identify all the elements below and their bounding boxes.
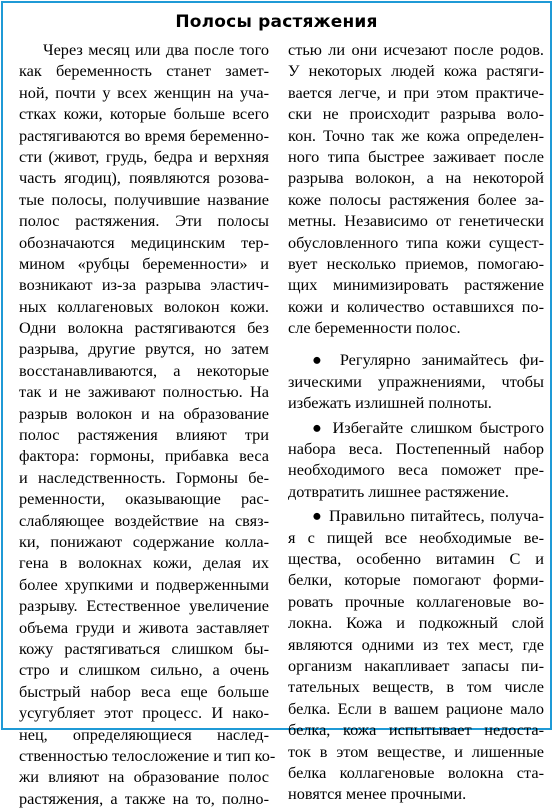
text-line: Через месяц или два после того	[43, 40, 269, 59]
text-line: тательных веществ, в том числе	[288, 677, 544, 697]
text-line: мином «рубцы беременности» и	[19, 253, 269, 273]
text-line: объема груди и живота заставляет	[19, 617, 269, 637]
text-line: разрыва, другие рвутся, но затем	[19, 339, 269, 359]
text-line: локна. Кожа и подкожный слой	[288, 613, 544, 633]
bullet-item	[288, 349, 544, 413]
text-line: стках кожи, которые больше всего	[19, 104, 269, 124]
text-line: гена в волокнах кожи, делая их	[19, 553, 269, 573]
text-line: ровать прочные коллагеновые во-	[288, 591, 544, 611]
text-line: стью ли они исчезают после родов.	[288, 40, 544, 59]
text-line: белка. Если в вашем рационе мало	[288, 698, 544, 718]
text-line: сти (живот, грудь, бедра и верхняя	[19, 146, 269, 166]
text-line: белка коллагеновые волокна ста-	[288, 762, 544, 782]
bullet-first-line: ● Правильно питайтесь, получа-	[312, 506, 544, 526]
text-line: кожи и количество оставшихся по-	[288, 296, 544, 316]
text-line: кожу растягиваться слишком бы-	[19, 638, 269, 658]
right-column	[288, 39, 544, 809]
spacer	[288, 338, 544, 349]
bullet-first-line: ● Регулярно занимайтесь фи-	[312, 350, 544, 370]
text-line: часть ягодиц), появляются розова-	[19, 168, 269, 188]
text-line: метны. Независимо от генетически	[288, 211, 544, 231]
text-line: белки, которые помогают форми-	[288, 570, 544, 590]
text-line: ственностью телосложение и тип ко-	[19, 745, 276, 765]
text-line: ного типа быстрее заживает после	[288, 146, 544, 166]
text-line: быстрый набор веса еще больше	[19, 681, 269, 701]
bullet-item	[288, 417, 544, 503]
text-line: белка, кожа испытывает недоста-	[288, 720, 544, 740]
text-line: новятся менее прочными.	[288, 784, 467, 804]
text-line: возникают из-за разрыва эластич-	[19, 275, 269, 295]
text-line: я с пищей все необходимые ве-	[288, 527, 544, 547]
text-line: полос растяжения. Эти полосы	[19, 211, 269, 231]
text-line: коже полосы растяжения более за-	[288, 189, 544, 209]
text-line: полос растяжения влияют три	[19, 425, 269, 445]
text-line: вается легче, и при этом практиче-	[288, 82, 544, 102]
text-line: ременности, оказывающие рас-	[19, 489, 269, 509]
left-column	[19, 39, 276, 809]
text-line: дотвратить лишнее растяжение.	[288, 481, 509, 501]
text-line: У некоторых людей кожа растяги-	[288, 61, 544, 81]
text-line: растяжения, а также на то, полно-	[19, 788, 269, 808]
text-line: более хрупкими и подверженными	[19, 574, 269, 594]
text-line: восстанавливаются, а некоторые	[19, 360, 269, 380]
text-line: сле беременности полос.	[288, 318, 461, 338]
text-line: набора веса. Постепенный набор	[288, 439, 544, 459]
text-line: необходимого веса поможет пре-	[288, 460, 544, 480]
text-line: избежать излишней полноты.	[288, 393, 492, 413]
text-line: разрыв волокон и на образование	[19, 403, 269, 423]
text-line: разрыву. Естественное увеличение	[19, 596, 269, 616]
text-line: ток в этом веществе, и лишенные	[288, 741, 544, 761]
text-line: щества, особенно витамин С и	[288, 548, 544, 568]
text-columns	[3, 39, 550, 809]
text-line: фактора: гормоны, прибавка веса	[19, 446, 269, 466]
text-line: обусловленного типа кожи сущест-	[288, 232, 544, 252]
text-line: кон. Точно так же кожа определен-	[288, 125, 544, 145]
text-line: Одни волокна растягиваются без	[19, 318, 269, 338]
text-line: нец, определяющиеся наслед-	[19, 724, 269, 744]
text-line: и наследственность. Гормоны бе-	[19, 467, 269, 487]
bullet-item	[288, 505, 544, 804]
text-line: ки, понижают содержание колла-	[19, 531, 269, 551]
text-line: растягиваются во время беременно-	[19, 125, 269, 145]
text-line: щих минимизировать растяжение	[288, 275, 544, 295]
bullet-first-line: ● Избегайте слишком быстрого	[312, 417, 544, 437]
text-line: стро и слишком сильно, а очень	[19, 660, 269, 680]
text-line: усугубляет этот процесс. И нако-	[19, 703, 269, 723]
text-line: так и не заживают полностью. На	[19, 382, 269, 402]
text-line: являются одними из тех мест, где	[288, 634, 544, 654]
document-frame	[1, 1, 552, 808]
text-line: обозначаются медицинским тер-	[19, 232, 269, 252]
text-line: организм накапливает запасы пи-	[288, 655, 544, 675]
text-line: ных коллагеновых волокон кожи.	[19, 296, 269, 316]
text-line: тые полосы, получившие название	[19, 189, 269, 209]
text-line: ной, почти у всех женщин на уча-	[19, 82, 269, 102]
text-line: разрыва волокон, а на некоторой	[288, 168, 544, 188]
page-title: Полосы растяжения	[175, 12, 378, 32]
text-line: ски не происходит разрыва воло-	[288, 104, 544, 124]
text-line: зическими упражнениями, чтобы	[288, 371, 544, 391]
text-line: вует несколько приемов, помогаю-	[288, 253, 544, 273]
text-line: как беременность станет замет-	[19, 61, 269, 81]
text-line: жи влияют на образование полос	[19, 767, 269, 787]
text-line: слабляющее воздействие на связ-	[19, 510, 269, 530]
